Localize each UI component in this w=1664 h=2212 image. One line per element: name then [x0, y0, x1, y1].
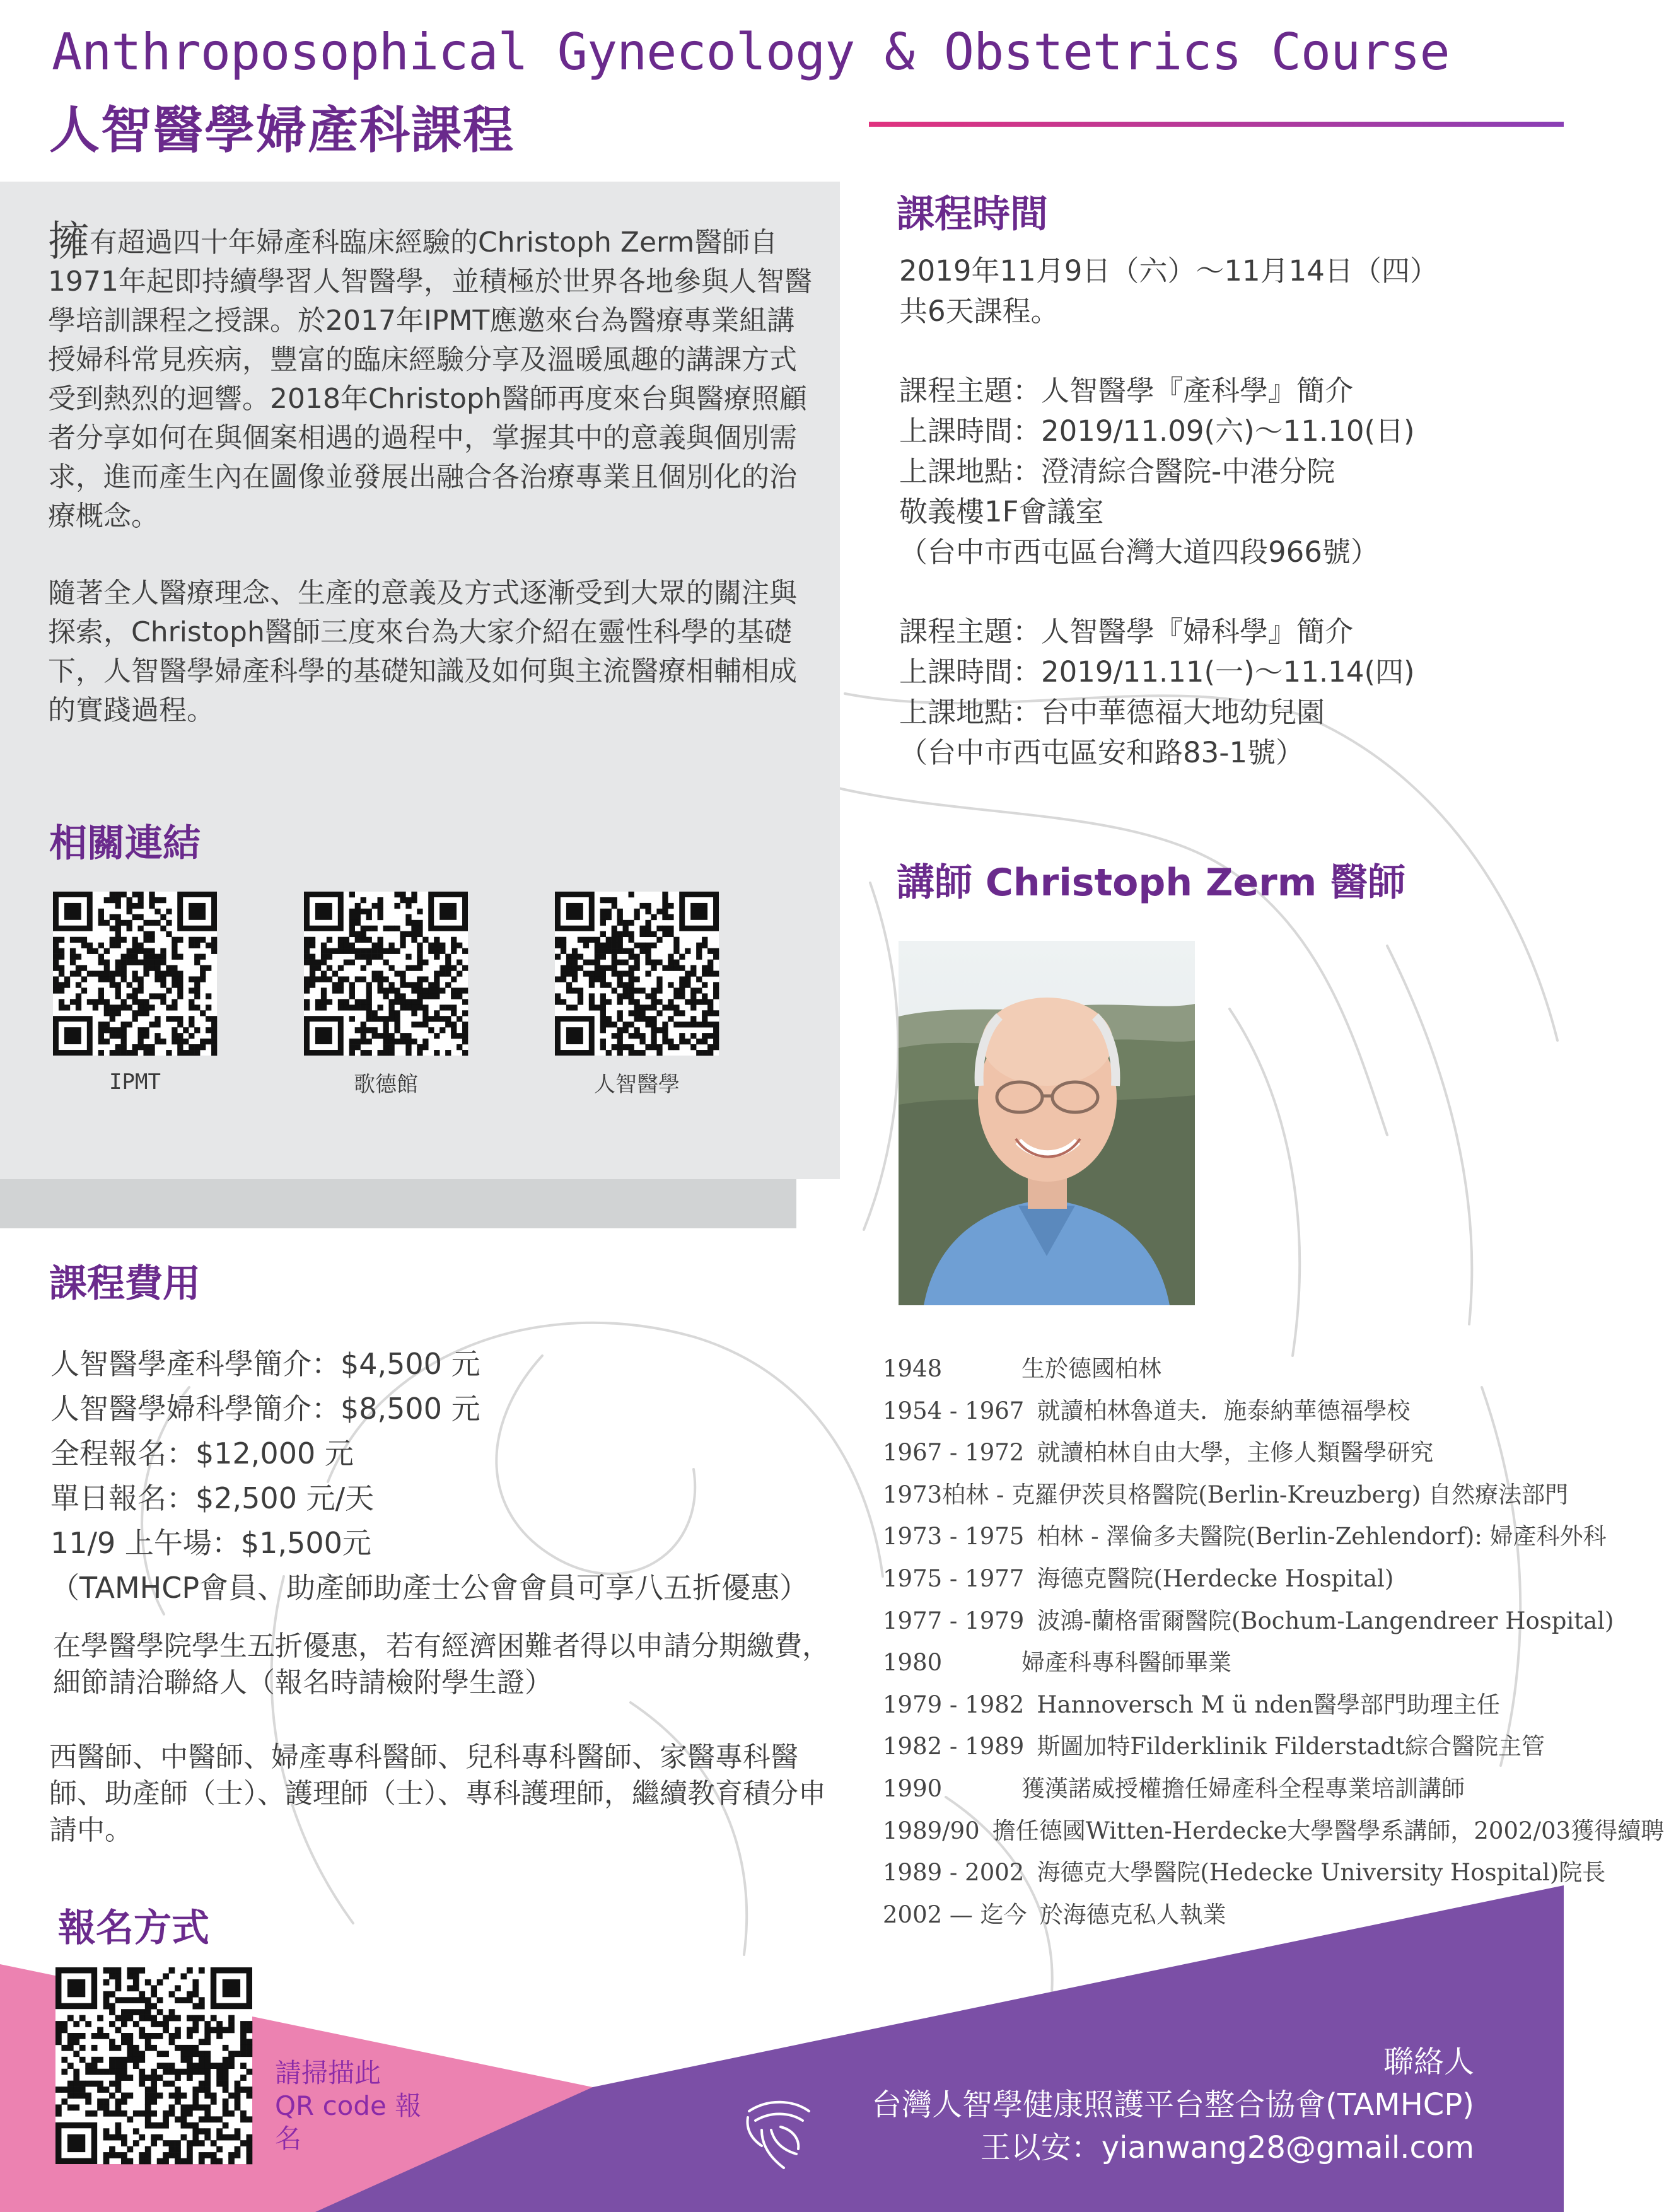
contact-person-email[interactable]: 王以安：yianwang28@gmail.com: [980, 2130, 1474, 2165]
bio-row: [883, 1852, 1606, 1894]
qr-label-ipmt: IPMT: [109, 1069, 161, 1095]
bio-text: 就讀柏林魯道夫．施泰納華德福學校: [1037, 1397, 1411, 1424]
fees-list: [50, 1342, 845, 1610]
bio-year: 1980: [883, 1649, 943, 1677]
bio-text: 生於德國柏林: [1021, 1355, 1161, 1382]
bio-text: 就讀柏林自由大學，主修人類醫學研究: [1037, 1439, 1434, 1467]
bio-text: Hannoversch M ü nden醫學部門助理主任: [1037, 1691, 1500, 1718]
bio-year: 2002 — 迄今: [883, 1901, 1027, 1928]
bio-year: 1990: [883, 1774, 943, 1802]
qr-code-anthromed[interactable]: [555, 892, 719, 1056]
bio-year: 1954 - 1967: [883, 1397, 1025, 1424]
qr-label-goethe: 歌德館: [354, 1072, 418, 1097]
course-title-english: Anthroposophical Gynecology & Obstetrics Course: [52, 23, 1450, 81]
fee-gynecology: 人智醫學婦科學簡介：$8,500 元: [50, 1392, 480, 1426]
bio-text: 斯圖加特Filderklinik Filderstadt綜合醫院主管: [1037, 1733, 1545, 1761]
fees-heading: 課程費用: [49, 1262, 201, 1306]
schedule-date-range: 2019年11月9日（六）～11月14日（四）: [899, 254, 1438, 288]
bio-year: 1948: [883, 1355, 943, 1382]
course-1-place: 上課地點：澄清綜合醫院-中港分院: [899, 455, 1335, 488]
bio-row: [883, 1516, 1607, 1558]
bio-row: [883, 1390, 1551, 1433]
bio-year: 1982 - 1989: [883, 1733, 1025, 1761]
bio-row: [883, 1768, 1551, 1810]
fee-morning-session: 11/9 上午場：$1,500元: [50, 1526, 371, 1560]
bio-text: 柏林 - 克羅伊茨貝格醫院(Berlin-Kreuzberg) 自然療法部門: [942, 1481, 1569, 1508]
bio-year: 1977 - 1979: [883, 1607, 1025, 1634]
course-1-address: （台中市西屯區台灣大道四段966號）: [899, 535, 1379, 569]
bio-text: 海德克大學醫院(Hedecke University Hospital)院長: [1037, 1859, 1606, 1887]
fee-full-course: 全程報名：$12,000 元: [50, 1436, 354, 1470]
intro-paragraph-1-text: 有超過四十年婦產科臨床經驗的Christoph Zerm醫師自1971年起即持續學習人智醫學，並積極於世界各地參與人智醫學培訓課程之授課。於2017年IPMT應邀來台為醫療專業組講授婦科常見疾病，豐富的臨床經驗分享及溫暖風趣的講課方式受到熱烈的迴響。2018年Christoph醫師再度來台與醫療照顧者分享如何在與個案相遇的過程中，掌握其中的意義與個別需求，進而產生內在圖像並發展出融合各治療專業且個別化的治療概念。: [48, 226, 812, 532]
course-2-topic: 課程主題：人智醫學『婦科學』簡介: [899, 615, 1354, 648]
qr-code-goethe[interactable]: [304, 892, 468, 1056]
bio-row: [883, 1642, 1551, 1684]
cme-credit-note: 西醫師、中醫師、婦產專科醫師、兒科專科醫師、家醫專科醫師、助產師（士）、護理師（士）、專科護理師，繼續教育積分申請中。: [49, 1741, 826, 1846]
intro-paragraph-1: [48, 217, 817, 536]
bio-year: 1989 - 2002: [883, 1859, 1025, 1887]
contact-organization: 台灣人智學健康照護平台整合協會(TAMHCP): [871, 2087, 1474, 2122]
bio-text: 波鴻-蘭格雷爾醫院(Bochum-Langendreer Hospital): [1037, 1607, 1614, 1634]
bio-row: [883, 1894, 1551, 1936]
bio-row: [883, 1684, 1551, 1726]
fee-obstetrics: 人智醫學產科學簡介：$4,500 元: [50, 1347, 480, 1381]
schedule-details: [899, 251, 1549, 812]
bio-text: 海德克醫院(Herdecke Hospital): [1037, 1564, 1394, 1592]
registration-heading: 報名方式: [58, 1906, 209, 1950]
schedule-dates: [899, 251, 1549, 332]
schedule-day-count: 共6天課程。: [899, 294, 1059, 328]
bio-row: [883, 1810, 1664, 1853]
bio-row: [883, 1558, 1551, 1600]
instructor-heading: 講師 Christoph Zerm 醫師: [897, 861, 1406, 905]
bio-year: 1973: [883, 1481, 943, 1508]
fee-member-discount: （TAMHCP會員、助產師助產士公會會員可享八五折優惠）: [50, 1571, 809, 1605]
bio-year: 1979 - 1982: [883, 1691, 1025, 1718]
qr-code-ipmt[interactable]: [53, 892, 217, 1056]
bio-row: [883, 1474, 1569, 1516]
course-2-time: 上課時間：2019/11.11(一)～11.14(四): [899, 655, 1415, 689]
bio-year: 1967 - 1972: [883, 1439, 1025, 1467]
course-1-time: 上課時間：2019/11.09(六)～11.10(日): [899, 414, 1415, 448]
bio-year: 1975 - 1977: [883, 1564, 1025, 1592]
course-2: [899, 612, 1549, 773]
bio-row: [883, 1348, 1551, 1390]
instructor-photo: [899, 941, 1195, 1305]
scan-instruction: 請掃描此 QR code 報名: [275, 2058, 422, 2154]
contact-block: [871, 2040, 1474, 2169]
bio-text: 婦產科專科醫師畢業: [1021, 1649, 1231, 1677]
course-title-chinese: 人智醫學婦產科課程: [49, 101, 515, 160]
links-heading: 相關連結: [49, 822, 201, 866]
bio-text: 獲漢諾威授權擔任婦產科全程專業培訓講師: [1021, 1774, 1465, 1802]
bio-text: 擔任德國Witten-Herdecke大學醫學系講師，2002/03獲得續聘: [992, 1817, 1664, 1844]
bio-row: [883, 1432, 1551, 1474]
tamhcp-logo: [736, 2092, 818, 2174]
intro-paragraph-2: 隨著全人醫療理念、生產的意義及方式逐漸受到大眾的關注與探索，Christoph醫師三度來台為大家介紹在靈性科學的基礎下，人智醫學婦產科學的基礎知識及如何與主流醫療相輔相成的實踐過程。: [48, 577, 797, 726]
title-underline: [869, 122, 1564, 127]
fee-single-day: 單日報名：$2,500 元/天: [50, 1481, 375, 1515]
schedule-heading: 課程時間: [897, 192, 1048, 236]
bio-row: [883, 1726, 1551, 1768]
instructor-bio: [883, 1348, 1664, 1936]
student-discount-note: 在學醫學院學生五折優惠，若有經濟困難者得以申請分期繳費，細節請洽聯絡人（報名時請檢附學生證）: [53, 1630, 830, 1699]
qr-label-anthromed: 人智醫學: [594, 1072, 680, 1097]
bio-text: 於海德克私人執業: [1039, 1901, 1226, 1928]
bio-year: 1973 - 1975: [883, 1523, 1025, 1551]
bio-row: [883, 1600, 1614, 1643]
intro-dropcap: 擁: [48, 217, 90, 265]
bio-text: 柏林 - 澤倫多夫醫院(Berlin-Zehlendorf): 婦產科外科: [1037, 1523, 1607, 1551]
course-1-topic: 課程主題：人智醫學『產科學』簡介: [899, 374, 1354, 407]
bio-year: 1989/90: [883, 1817, 980, 1844]
contact-heading: 聯絡人: [1383, 2044, 1474, 2080]
course-1-place-room: 敬義樓1F會議室: [899, 495, 1104, 528]
course-2-place: 上課地點：台中華德福大地幼兒園: [899, 696, 1325, 729]
intro-text: [48, 217, 817, 768]
qr-code-registration[interactable]: [55, 1967, 252, 2164]
intro-panel-tab: [0, 1179, 796, 1228]
course-2-address: （台中市西屯區安和路83-1號）: [899, 736, 1305, 769]
course-1: [899, 371, 1549, 573]
